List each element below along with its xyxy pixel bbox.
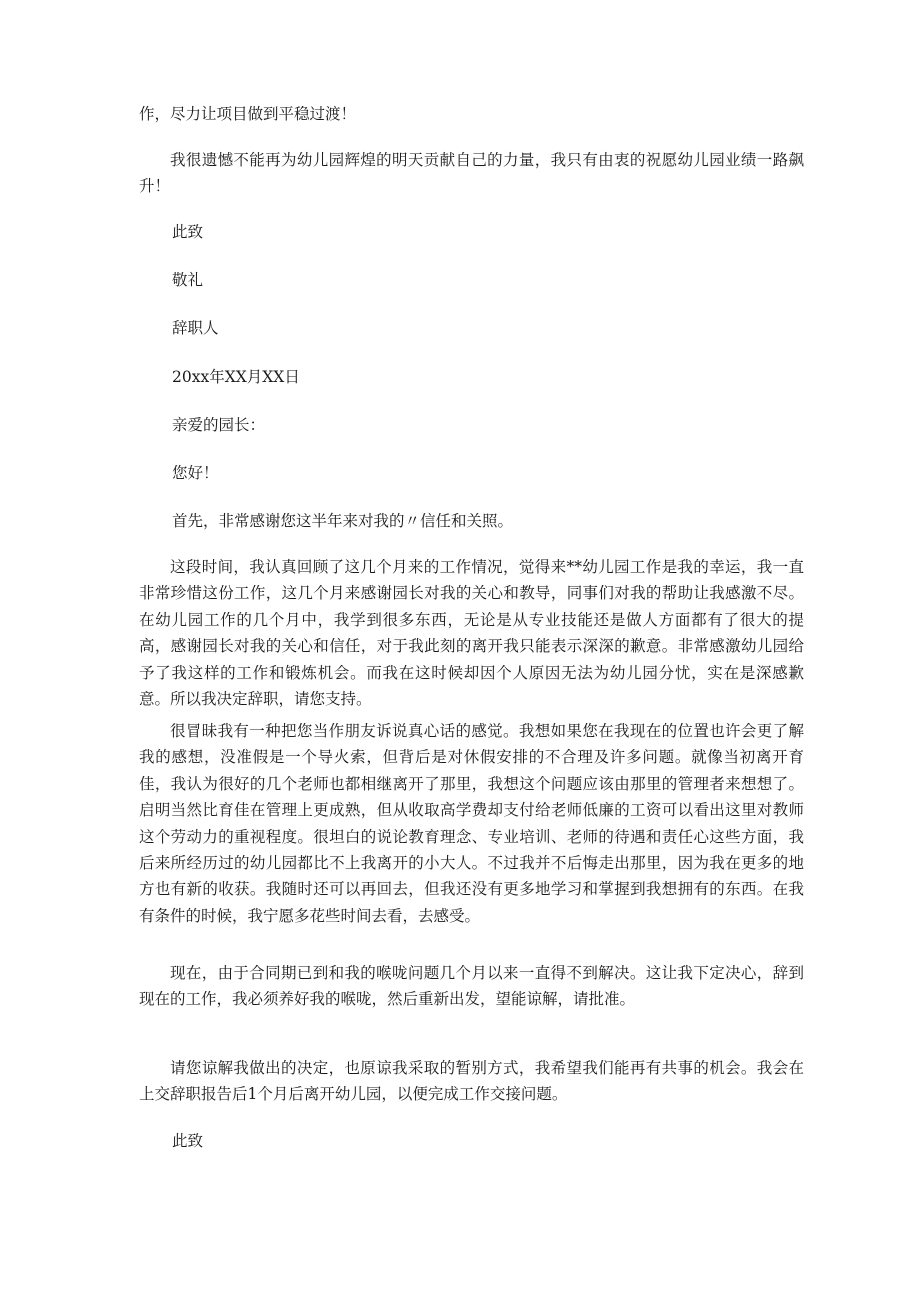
health-paragraph: 现在，由于合同期已到和我的喉咙问题几个月以来一直得不到解决。这让我下定决心，辞到现在的工作，我必须养好我的喉咙，然后重新出发，望能谅解，请批准。	[139, 964, 804, 1009]
thanks-paragraph: 首先，非常感谢您这半年来对我的〃信任和关照。	[172, 512, 514, 530]
salute-line: 敬礼	[172, 271, 204, 289]
honest-paragraph: 很冒昧我有一种把您当作朋友诉说真心话的感觉。我想如果您在我现在的位置也许会更了解我的感想，没准假是一个导火索，但背后是对休假安排的不合理及许多问题。就像当初离开育佳，我认为很好的几个老师也都相继离开了那里，我想这个问题应该由那里的管理者来想想了。启明当然比育佳在管理上更成熟，但从收取高学费却支付给老师低廉的工资可以看出这里对教师这个劳动力的重视程度。很坦白的说论教育理念、专业培训、老师的待遇和责任心这些方面，我后来所经历过的幼儿园都比不上我离开的小大人。不过我并不后悔走出那里，因为我在更多的地方也有新的收获。我随时还可以再回去，但我还没有更多地学习和掌握到我想拥有的东西。在我有条件的时候，我宁愿多花些时间去看，去感受。	[139, 722, 804, 925]
hello-line: 您好！	[172, 464, 219, 482]
continuation-line: 作，尽力让项目做到平稳过渡！	[139, 105, 357, 123]
review-paragraph: 这段时间，我认真回顾了这几个月来的工作情况，觉得来**幼儿园工作是我的幸运，我一直非常珍惜这份工作，这几个月来感谢园长对我的关心和教导，同事们对我的帮助让我感激不尽。在幼儿园工作的几个月中，我学到很多东西，无论是从专业技能还是做人方面都有了很大的提高，感谢园长对我的关心和信任，对于我此刻的离开我只能表示深深的歉意。非常感激幼儿园给予了我这样的工作和锻炼机会。而我在这时候却因个人原因无法为幼儿园分忧，实在是深感歉意。所以我决定辞职，请您支持。	[139, 558, 804, 709]
signature-line: 辞职人	[172, 319, 219, 337]
closing-salutation-2: 此致	[172, 1132, 204, 1150]
greeting-line: 亲爱的园长：	[172, 416, 266, 434]
date-line: 20xx年XX月XX日	[172, 368, 300, 386]
regret-paragraph: 我很遗憾不能再为幼儿园辉煌的明天贡献自己的力量，我只有由衷的祝愿幼儿园业绩一路飙升！	[139, 151, 804, 196]
understand-paragraph: 请您谅解我做出的决定，也原谅我采取的暂别方式，我希望我们能再有共事的机会。我会在上交辞职报告后1个月后离开幼儿园，以便完成工作交接问题。	[139, 1059, 804, 1104]
closing-salutation: 此致	[172, 223, 204, 241]
